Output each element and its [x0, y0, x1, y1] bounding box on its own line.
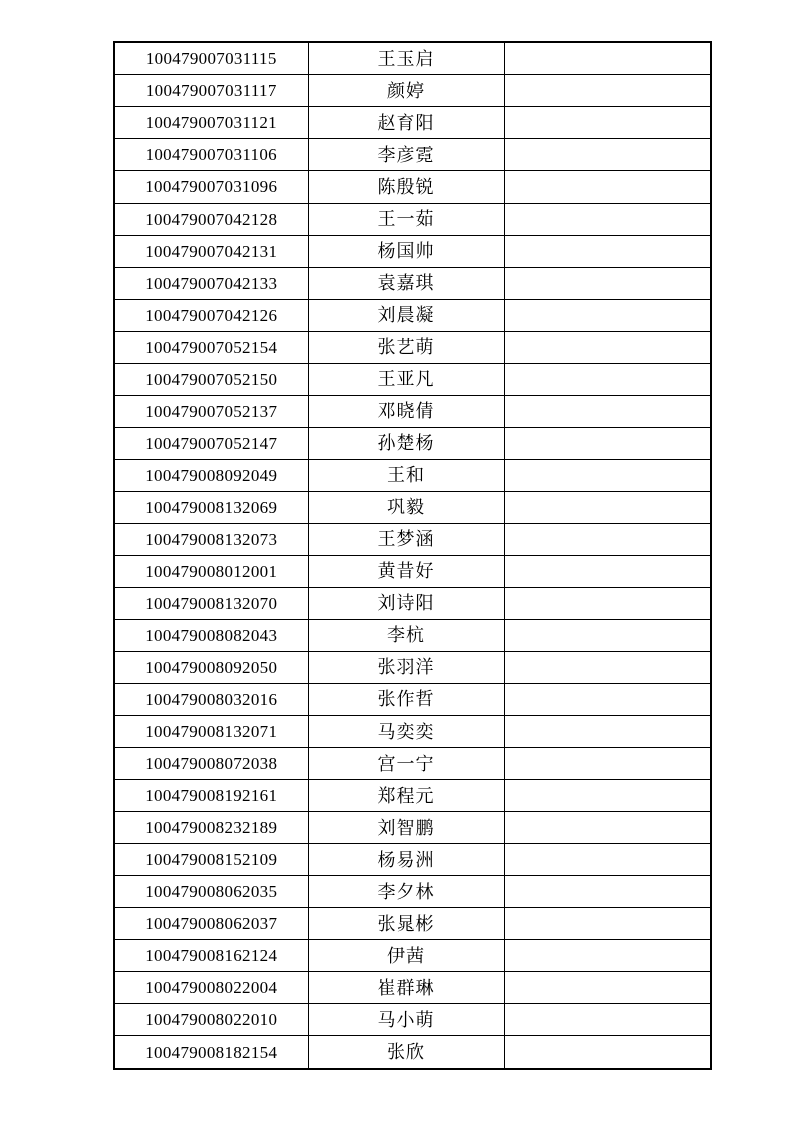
table-row	[114, 203, 711, 235]
student-name-cell: 刘诗阳	[308, 587, 504, 619]
student-name-cell: 伊茜	[308, 940, 504, 972]
student-id-cell: 100479008132073	[114, 523, 308, 555]
empty-cell	[504, 331, 711, 363]
student-name-cell: 李夕林	[308, 876, 504, 908]
table-row	[114, 780, 711, 812]
student-name-cell: 崔群琳	[308, 972, 504, 1004]
student-id-cell: 100479008062035	[114, 876, 308, 908]
table-row	[114, 555, 711, 587]
empty-cell	[504, 748, 711, 780]
empty-cell	[504, 844, 711, 876]
table-row	[114, 587, 711, 619]
student-name-cell: 颜婷	[308, 75, 504, 107]
student-name-cell: 袁嘉琪	[308, 267, 504, 299]
empty-cell	[504, 523, 711, 555]
empty-cell	[504, 171, 711, 203]
student-id-cell: 100479007031106	[114, 139, 308, 171]
student-name-cell: 马奕奕	[308, 716, 504, 748]
empty-cell	[504, 683, 711, 715]
student-name-cell: 王一茹	[308, 203, 504, 235]
table-row	[114, 844, 711, 876]
student-name-cell: 李彦霓	[308, 139, 504, 171]
table-row	[114, 267, 711, 299]
student-id-cell: 100479008232189	[114, 812, 308, 844]
empty-cell	[504, 555, 711, 587]
empty-cell	[504, 812, 711, 844]
student-id-cell: 100479008152109	[114, 844, 308, 876]
table-row	[114, 972, 711, 1004]
student-name-cell: 陈殷锐	[308, 171, 504, 203]
student-id-cell: 100479008092049	[114, 459, 308, 491]
student-id-cell: 100479008192161	[114, 780, 308, 812]
student-id-cell: 100479008022010	[114, 1004, 308, 1036]
roster-table-body	[114, 42, 711, 1069]
student-name-cell: 王亚凡	[308, 363, 504, 395]
student-name-cell: 郑程元	[308, 780, 504, 812]
empty-cell	[504, 459, 711, 491]
student-id-cell: 100479008162124	[114, 940, 308, 972]
student-id-cell: 100479007052147	[114, 427, 308, 459]
table-row	[114, 908, 711, 940]
empty-cell	[504, 876, 711, 908]
student-id-cell: 100479007042131	[114, 235, 308, 267]
empty-cell	[504, 651, 711, 683]
table-row	[114, 75, 711, 107]
empty-cell	[504, 75, 711, 107]
table-row	[114, 651, 711, 683]
student-id-cell: 100479008182154	[114, 1036, 308, 1069]
empty-cell	[504, 780, 711, 812]
empty-cell	[504, 139, 711, 171]
student-id-cell: 100479008132069	[114, 491, 308, 523]
student-id-cell: 100479008132070	[114, 587, 308, 619]
table-row	[114, 619, 711, 651]
student-id-cell: 100479007052154	[114, 331, 308, 363]
student-id-cell: 100479008072038	[114, 748, 308, 780]
empty-cell	[504, 940, 711, 972]
table-row	[114, 523, 711, 555]
student-id-cell: 100479008032016	[114, 683, 308, 715]
student-name-cell: 马小萌	[308, 1004, 504, 1036]
student-id-cell: 100479007031115	[114, 42, 308, 75]
table-row	[114, 812, 711, 844]
student-name-cell: 王梦涵	[308, 523, 504, 555]
table-row	[114, 427, 711, 459]
table-row	[114, 748, 711, 780]
student-id-cell: 100479008012001	[114, 555, 308, 587]
student-name-cell: 张艺萌	[308, 331, 504, 363]
student-id-cell: 100479007042133	[114, 267, 308, 299]
student-name-cell: 杨易洲	[308, 844, 504, 876]
student-id-cell: 100479008082043	[114, 619, 308, 651]
student-name-cell: 巩毅	[308, 491, 504, 523]
student-id-cell: 100479007031117	[114, 75, 308, 107]
empty-cell	[504, 491, 711, 523]
table-row	[114, 716, 711, 748]
student-name-cell: 宫一宁	[308, 748, 504, 780]
empty-cell	[504, 203, 711, 235]
empty-cell	[504, 42, 711, 75]
student-name-cell: 李杭	[308, 619, 504, 651]
student-name-cell: 王玉启	[308, 42, 504, 75]
table-row	[114, 876, 711, 908]
student-name-cell: 刘智鹏	[308, 812, 504, 844]
student-id-cell: 100479008092050	[114, 651, 308, 683]
student-name-cell: 张欣	[308, 1036, 504, 1069]
empty-cell	[504, 1036, 711, 1069]
student-name-cell: 孙楚杨	[308, 427, 504, 459]
table-row	[114, 363, 711, 395]
table-row	[114, 299, 711, 331]
table-row	[114, 107, 711, 139]
student-id-cell: 100479008132071	[114, 716, 308, 748]
empty-cell	[504, 395, 711, 427]
table-row	[114, 331, 711, 363]
student-id-cell: 100479007042128	[114, 203, 308, 235]
empty-cell	[504, 619, 711, 651]
student-name-cell: 黄昔好	[308, 555, 504, 587]
student-name-cell: 刘晨凝	[308, 299, 504, 331]
empty-cell	[504, 1004, 711, 1036]
empty-cell	[504, 235, 711, 267]
student-id-cell: 100479007052137	[114, 395, 308, 427]
empty-cell	[504, 363, 711, 395]
student-id-cell: 100479008062037	[114, 908, 308, 940]
student-id-cell: 100479007042126	[114, 299, 308, 331]
student-name-cell: 张作哲	[308, 683, 504, 715]
student-name-cell: 邓晓倩	[308, 395, 504, 427]
student-id-cell: 100479007031096	[114, 171, 308, 203]
table-row	[114, 171, 711, 203]
student-name-cell: 赵育阳	[308, 107, 504, 139]
empty-cell	[504, 107, 711, 139]
empty-cell	[504, 587, 711, 619]
student-id-cell: 100479008022004	[114, 972, 308, 1004]
student-name-cell: 杨国帅	[308, 235, 504, 267]
empty-cell	[504, 299, 711, 331]
empty-cell	[504, 716, 711, 748]
student-id-cell: 100479007052150	[114, 363, 308, 395]
table-row	[114, 940, 711, 972]
table-row	[114, 1036, 711, 1069]
empty-cell	[504, 972, 711, 1004]
student-name-cell: 张羽洋	[308, 651, 504, 683]
empty-cell	[504, 267, 711, 299]
table-row	[114, 139, 711, 171]
empty-cell	[504, 427, 711, 459]
student-name-cell: 张晁彬	[308, 908, 504, 940]
roster-table	[113, 41, 712, 1070]
table-row	[114, 683, 711, 715]
table-row	[114, 491, 711, 523]
student-name-cell: 王和	[308, 459, 504, 491]
empty-cell	[504, 908, 711, 940]
table-row	[114, 1004, 711, 1036]
student-id-cell: 100479007031121	[114, 107, 308, 139]
table-row	[114, 235, 711, 267]
table-row	[114, 395, 711, 427]
table-row	[114, 459, 711, 491]
table-row	[114, 42, 711, 75]
